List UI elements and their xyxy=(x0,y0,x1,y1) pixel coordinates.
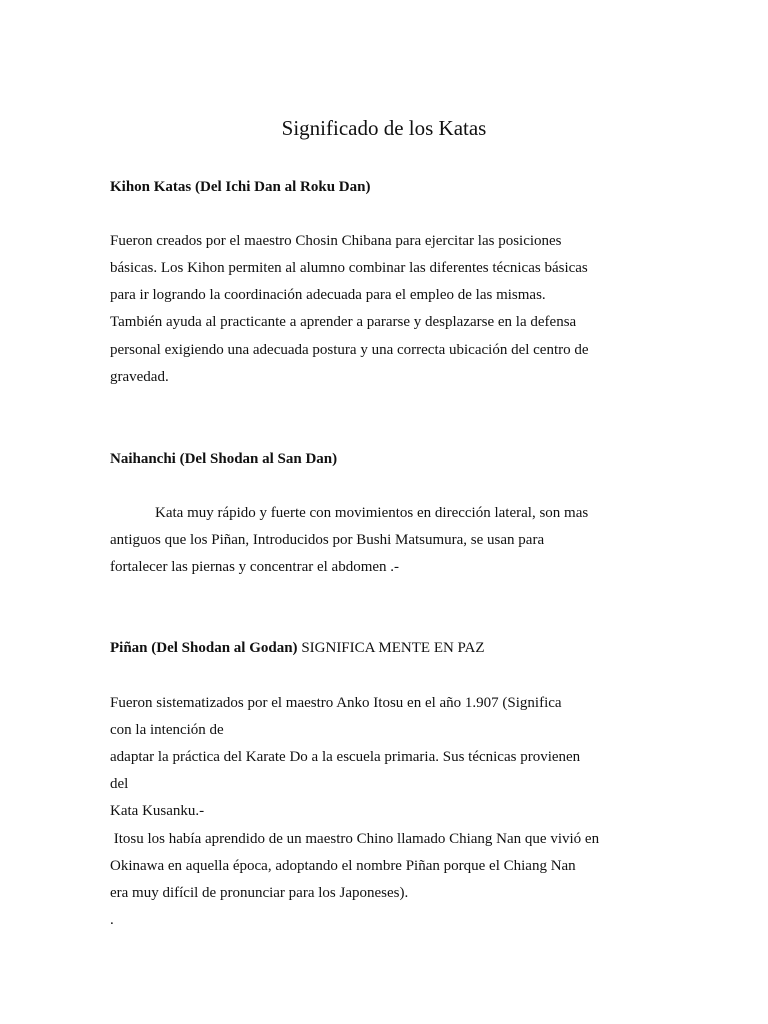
paragraph-line: era muy difícil de pronunciar para los Japoneses). xyxy=(110,885,409,901)
section-heading-pinan-suffix: SIGNIFICA MENTE EN PAZ xyxy=(297,640,485,656)
paragraph-line: Fueron sistematizados por el maestro Anko Itosu en el año 1.907 (Significa xyxy=(110,695,562,711)
paragraph-line: Kata Kusanku.- xyxy=(110,803,205,819)
paragraph-line: básicas. Los Kihon permiten al alumno combinar las diferentes técnicas básicas xyxy=(110,260,588,276)
paragraph-line: personal exigiendo una adecuada postura y una correcta ubicación del centro de xyxy=(110,342,589,358)
section-heading-kihon: Kihon Katas (Del Ichi Dan al Roku Dan) xyxy=(110,179,371,195)
paragraph-line: Fueron creados por el maestro Chosin Chibana para ejercitar las posiciones xyxy=(110,233,562,249)
paragraph-line: Okinawa en aquella época, adoptando el nombre Piñan porque el Chiang Nan xyxy=(110,858,576,874)
section-heading-pinan-bold: Piñan (Del Shodan al Godan) xyxy=(110,640,298,656)
paragraph-line: con la intención de xyxy=(110,722,224,738)
paragraph-line: fortalecer las piernas y concentrar el abdomen .- xyxy=(110,559,400,575)
paragraph-line: gravedad. xyxy=(110,369,169,385)
paragraph-line: antiguos que los Piñan, Introducidos por Bushi Matsumura, se usan para xyxy=(110,532,545,548)
paragraph-line: También ayuda al practicante a aprender a pararse y desplazarse en la defensa xyxy=(110,314,577,330)
paragraph-line: adaptar la práctica del Karate Do a la escuela primaria. Sus técnicas provienen xyxy=(110,749,581,765)
paragraph-line: . xyxy=(110,912,114,928)
document-title: Significado de los Katas xyxy=(281,116,487,140)
section-heading-pinan xyxy=(110,638,485,658)
paragraph-line: Kata muy rápido y fuerte con movimientos en dirección lateral, son mas xyxy=(155,505,589,521)
section-heading-naihanchi: Naihanchi (Del Shodan al San Dan) xyxy=(110,451,338,467)
paragraph-line: Itosu los había aprendido de un maestro Chino llamado Chiang Nan que vivió en xyxy=(110,831,600,847)
paragraph-line: para ir logrando la coordinación adecuada para el empleo de las mismas. xyxy=(110,287,546,303)
paragraph-line: del xyxy=(110,776,129,792)
